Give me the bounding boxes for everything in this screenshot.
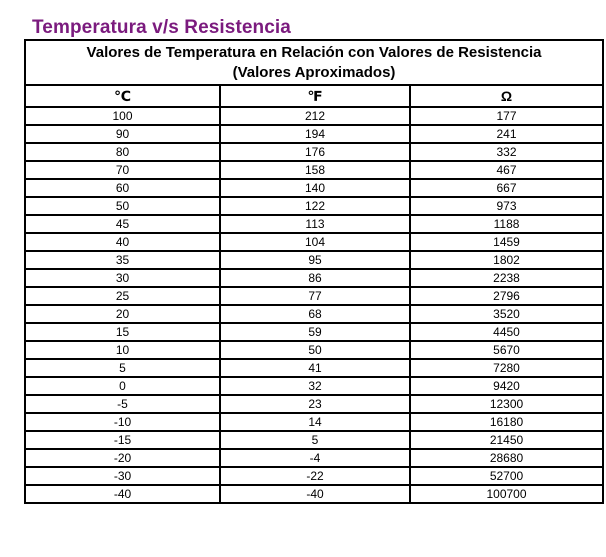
- cell-celsius: 50: [25, 197, 220, 215]
- cell-resistance: 1459: [410, 233, 603, 251]
- table-row: [25, 449, 603, 467]
- cell-resistance: 3520: [410, 305, 603, 323]
- table-row: [25, 269, 603, 287]
- cell-celsius: 90: [25, 125, 220, 143]
- table-row: [25, 143, 603, 161]
- cell-fahrenheit: 59: [220, 323, 410, 341]
- table-row: [25, 179, 603, 197]
- cell-fahrenheit: 212: [220, 107, 410, 125]
- cell-resistance: 21450: [410, 431, 603, 449]
- table-row: [25, 305, 603, 323]
- cell-resistance: 9420: [410, 377, 603, 395]
- table-row: [25, 197, 603, 215]
- cell-fahrenheit: 140: [220, 179, 410, 197]
- page-title: Temperatura v/s Resistencia: [32, 17, 291, 38]
- table-row: [25, 395, 603, 413]
- cell-celsius: -10: [25, 413, 220, 431]
- cell-celsius: -30: [25, 467, 220, 485]
- table-row: [25, 323, 603, 341]
- cell-celsius: -15: [25, 431, 220, 449]
- cell-fahrenheit: -4: [220, 449, 410, 467]
- table-caption-line-1: Valores de Temperatura en Relación con Valores de Resistencia: [86, 43, 542, 61]
- table-row: [25, 251, 603, 269]
- cell-celsius: 15: [25, 323, 220, 341]
- header-ohm: Ω: [410, 85, 603, 107]
- cell-resistance: 241: [410, 125, 603, 143]
- cell-celsius: 60: [25, 179, 220, 197]
- cell-celsius: 25: [25, 287, 220, 305]
- table-row: [25, 413, 603, 431]
- cell-resistance: 2238: [410, 269, 603, 287]
- cell-resistance: 177: [410, 107, 603, 125]
- cell-fahrenheit: 50: [220, 341, 410, 359]
- cell-fahrenheit: -22: [220, 467, 410, 485]
- table-caption-row: [25, 40, 603, 85]
- cell-fahrenheit: 14: [220, 413, 410, 431]
- cell-celsius: 5: [25, 359, 220, 377]
- table-row: [25, 233, 603, 251]
- cell-resistance: 7280: [410, 359, 603, 377]
- cell-celsius: 35: [25, 251, 220, 269]
- cell-celsius: 20: [25, 305, 220, 323]
- cell-celsius: 100: [25, 107, 220, 125]
- table-row: [25, 431, 603, 449]
- table-row: [25, 359, 603, 377]
- cell-celsius: -5: [25, 395, 220, 413]
- cell-fahrenheit: 95: [220, 251, 410, 269]
- cell-fahrenheit: 41: [220, 359, 410, 377]
- cell-fahrenheit: 77: [220, 287, 410, 305]
- table-row: [25, 467, 603, 485]
- cell-resistance: 100700: [410, 485, 603, 503]
- cell-resistance: 1188: [410, 215, 603, 233]
- table-row: [25, 107, 603, 125]
- cell-fahrenheit: 194: [220, 125, 410, 143]
- table-row: [25, 161, 603, 179]
- cell-fahrenheit: 176: [220, 143, 410, 161]
- cell-fahrenheit: 32: [220, 377, 410, 395]
- cell-resistance: 467: [410, 161, 603, 179]
- cell-celsius: 30: [25, 269, 220, 287]
- header-fahrenheit: ℉: [220, 85, 410, 107]
- cell-resistance: 2796: [410, 287, 603, 305]
- cell-fahrenheit: 86: [220, 269, 410, 287]
- cell-celsius: 10: [25, 341, 220, 359]
- table-row: [25, 377, 603, 395]
- cell-resistance: 12300: [410, 395, 603, 413]
- table-row: [25, 485, 603, 503]
- table-body: [25, 107, 603, 503]
- cell-resistance: 1802: [410, 251, 603, 269]
- cell-resistance: 973: [410, 197, 603, 215]
- table-row: [25, 287, 603, 305]
- cell-fahrenheit: 122: [220, 197, 410, 215]
- cell-celsius: 0: [25, 377, 220, 395]
- cell-resistance: 5670: [410, 341, 603, 359]
- cell-fahrenheit: -40: [220, 485, 410, 503]
- table-row: [25, 341, 603, 359]
- cell-celsius: 70: [25, 161, 220, 179]
- cell-resistance: 667: [410, 179, 603, 197]
- cell-resistance: 4450: [410, 323, 603, 341]
- cell-celsius: 45: [25, 215, 220, 233]
- table-header-row: [25, 85, 603, 107]
- table-row: [25, 125, 603, 143]
- table-row: [25, 215, 603, 233]
- table-caption-line-2: (Valores Aproximados): [232, 63, 396, 81]
- temperature-resistance-table: [24, 39, 604, 504]
- header-celsius: ℃: [25, 85, 220, 107]
- cell-celsius: -40: [25, 485, 220, 503]
- cell-fahrenheit: 158: [220, 161, 410, 179]
- cell-fahrenheit: 104: [220, 233, 410, 251]
- cell-fahrenheit: 68: [220, 305, 410, 323]
- cell-fahrenheit: 113: [220, 215, 410, 233]
- cell-fahrenheit: 5: [220, 431, 410, 449]
- cell-celsius: 80: [25, 143, 220, 161]
- cell-resistance: 28680: [410, 449, 603, 467]
- cell-celsius: -20: [25, 449, 220, 467]
- table-caption: [25, 40, 603, 85]
- cell-fahrenheit: 23: [220, 395, 410, 413]
- cell-resistance: 52700: [410, 467, 603, 485]
- cell-celsius: 40: [25, 233, 220, 251]
- cell-resistance: 332: [410, 143, 603, 161]
- cell-resistance: 16180: [410, 413, 603, 431]
